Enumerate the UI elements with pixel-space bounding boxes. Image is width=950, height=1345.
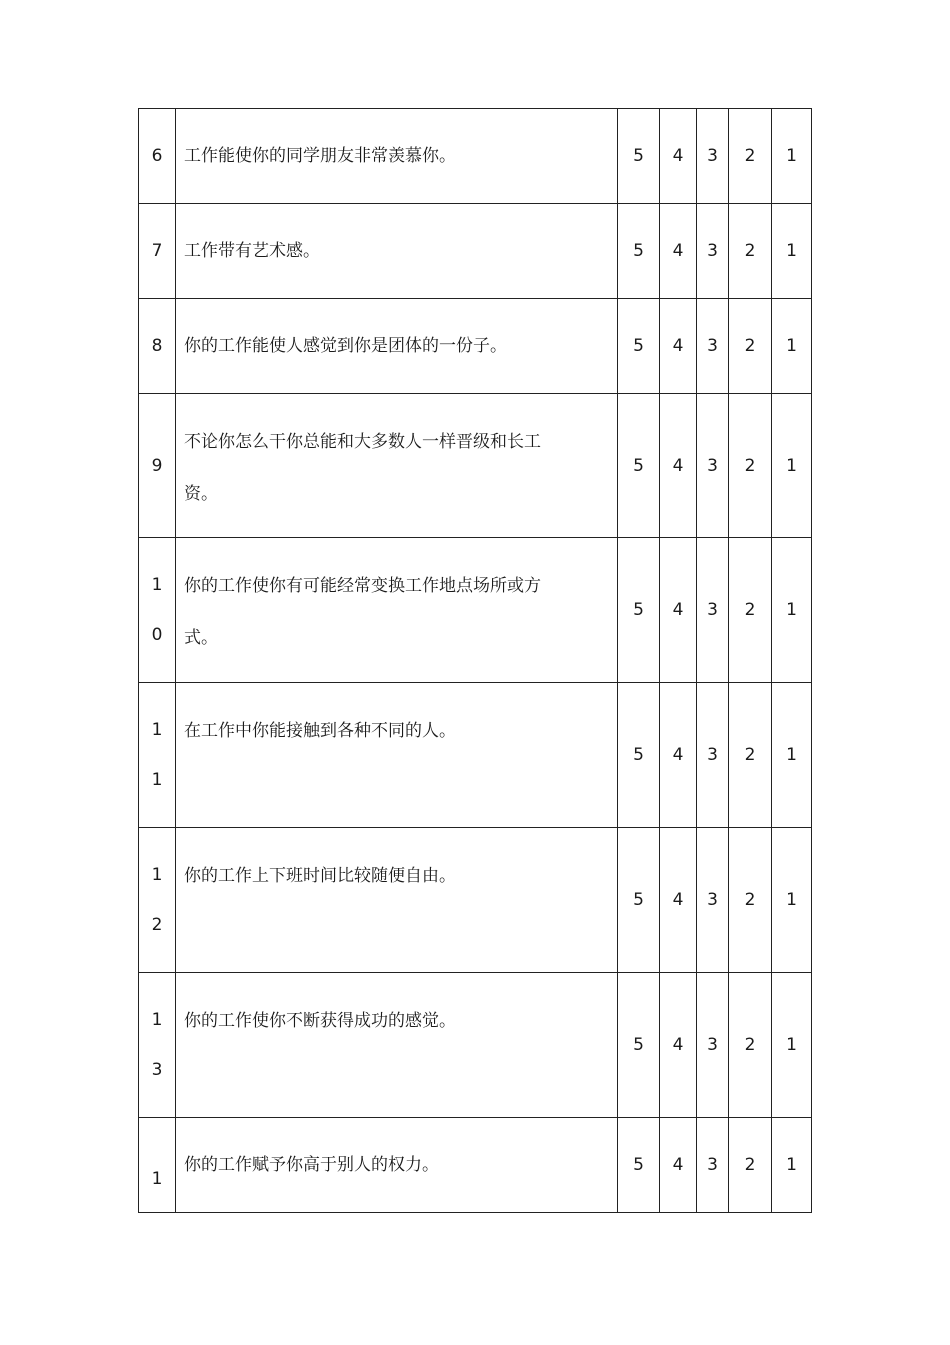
score-option[interactable]: 1	[772, 683, 812, 828]
item-number-digit: 6	[151, 146, 163, 166]
score-option[interactable]: 1	[772, 109, 812, 204]
score-option[interactable]: 1	[772, 973, 812, 1118]
score-option[interactable]: 1	[772, 1118, 812, 1213]
score-option[interactable]: 2	[729, 394, 772, 538]
score-option[interactable]: 4	[660, 204, 697, 299]
item-text: 工作能使你的同学朋友非常羡慕你。	[176, 109, 618, 204]
table-row	[139, 973, 812, 1118]
score-option[interactable]: 4	[660, 394, 697, 538]
item-text: 你的工作上下班时间比较随便自由。	[176, 828, 618, 973]
item-text: 你的工作使你有可能经常变换工作地点场所或方式。	[176, 538, 618, 683]
score-option[interactable]: 3	[697, 109, 729, 204]
item-number-digit: 2	[151, 915, 163, 935]
item-text: 你的工作能使人感觉到你是团体的一份子。	[176, 299, 618, 394]
score-option[interactable]: 5	[618, 683, 660, 828]
item-number	[139, 299, 176, 394]
item-number	[139, 538, 176, 683]
score-option[interactable]: 2	[729, 1118, 772, 1213]
item-number-digit: 1	[151, 770, 163, 790]
item-text: 你的工作使你不断获得成功的感觉。	[176, 973, 618, 1118]
item-number	[139, 973, 176, 1118]
score-option[interactable]: 1	[772, 828, 812, 973]
item-text: 你的工作赋予你高于别人的权力。	[176, 1118, 618, 1213]
score-option[interactable]: 5	[618, 973, 660, 1118]
item-number-digit: 7	[151, 241, 163, 261]
item-number-digit: 1	[151, 1010, 163, 1030]
score-option[interactable]: 4	[660, 299, 697, 394]
item-number-digit: 1	[151, 865, 163, 885]
item-text: 不论你怎么干你总能和大多数人一样晋级和长工资。	[176, 394, 618, 538]
item-number-digit: 8	[151, 336, 163, 356]
score-option[interactable]: 2	[729, 973, 772, 1118]
score-option[interactable]: 3	[697, 299, 729, 394]
score-option[interactable]: 1	[772, 204, 812, 299]
table-row	[139, 828, 812, 973]
item-number	[139, 828, 176, 973]
item-number	[139, 1118, 176, 1213]
item-number-digit: 1	[151, 720, 163, 740]
score-option[interactable]: 5	[618, 1118, 660, 1213]
item-number	[139, 394, 176, 538]
score-option[interactable]: 4	[660, 828, 697, 973]
table-row	[139, 683, 812, 828]
score-option[interactable]: 5	[618, 109, 660, 204]
score-option[interactable]: 4	[660, 973, 697, 1118]
score-option[interactable]: 2	[729, 683, 772, 828]
score-option[interactable]: 2	[729, 109, 772, 204]
score-option[interactable]: 3	[697, 683, 729, 828]
score-option[interactable]: 3	[697, 828, 729, 973]
score-option[interactable]: 5	[618, 204, 660, 299]
score-option[interactable]: 2	[729, 204, 772, 299]
item-number-digit: 1	[151, 575, 163, 595]
score-option[interactable]: 3	[697, 538, 729, 683]
score-option[interactable]: 5	[618, 538, 660, 683]
score-option[interactable]: 1	[772, 394, 812, 538]
item-number-digit: 0	[151, 625, 163, 645]
item-number-digit: 9	[151, 455, 163, 476]
item-number-digit: 3	[151, 1060, 163, 1080]
score-option[interactable]: 5	[618, 828, 660, 973]
score-option[interactable]: 2	[729, 828, 772, 973]
score-option[interactable]: 1	[772, 299, 812, 394]
item-number	[139, 109, 176, 204]
score-option[interactable]: 2	[729, 538, 772, 683]
score-option[interactable]: 1	[772, 538, 812, 683]
score-option[interactable]: 4	[660, 109, 697, 204]
item-text: 工作带有艺术感。	[176, 204, 618, 299]
score-option[interactable]: 4	[660, 538, 697, 683]
item-number	[139, 683, 176, 828]
item-number	[139, 204, 176, 299]
table-row	[139, 538, 812, 683]
score-option[interactable]: 3	[697, 1118, 729, 1213]
item-text: 在工作中你能接触到各种不同的人。	[176, 683, 618, 828]
score-option[interactable]: 3	[697, 394, 729, 538]
table-row	[139, 299, 812, 394]
values-questionnaire-table	[138, 108, 812, 1213]
table-row	[139, 1118, 812, 1213]
score-option[interactable]: 2	[729, 299, 772, 394]
table-row	[139, 109, 812, 204]
table-row	[139, 394, 812, 538]
table-row	[139, 204, 812, 299]
item-number-digit: 1	[151, 1169, 163, 1189]
score-option[interactable]: 4	[660, 683, 697, 828]
score-option[interactable]: 3	[697, 973, 729, 1118]
score-option[interactable]: 5	[618, 394, 660, 538]
score-option[interactable]: 4	[660, 1118, 697, 1213]
score-option[interactable]: 3	[697, 204, 729, 299]
score-option[interactable]: 5	[618, 299, 660, 394]
